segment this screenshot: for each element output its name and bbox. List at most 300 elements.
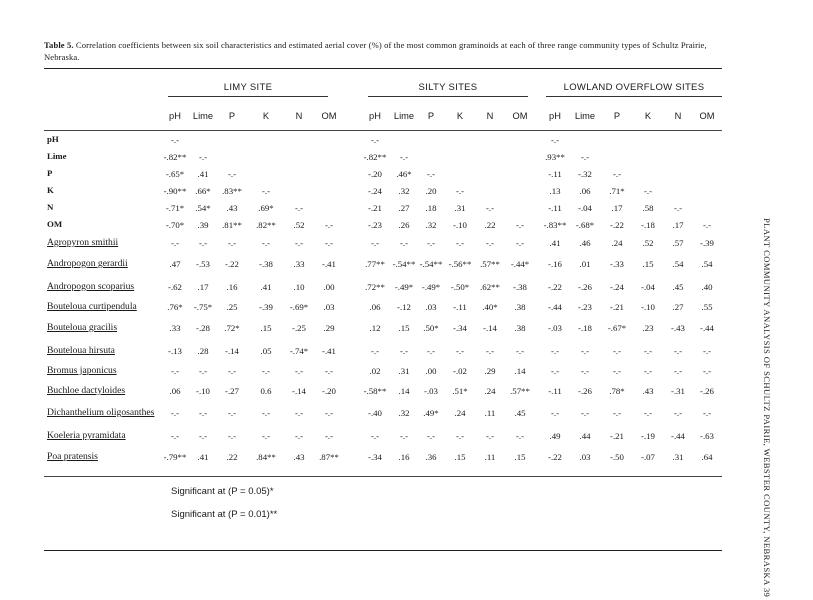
- table-cell: .14: [398, 386, 410, 396]
- table-cell: -.03: [424, 386, 438, 396]
- table-cell: .54: [672, 259, 684, 269]
- table-cell: .16: [226, 282, 238, 292]
- table-cell: -.39: [259, 302, 273, 312]
- table-cell: -.-: [612, 346, 622, 356]
- table-cell: -.-: [426, 346, 436, 356]
- table-cell: -.11: [548, 169, 562, 179]
- table-cell: -.26: [578, 386, 592, 396]
- table-cell: -.-: [370, 346, 380, 356]
- table-cell: .15: [260, 323, 272, 333]
- table-cell: .57: [672, 238, 684, 248]
- table-cell: .52: [293, 220, 305, 230]
- table-bottom-rule: [44, 476, 722, 477]
- table-cell: .71*: [609, 186, 625, 196]
- table-cell: -.-: [580, 366, 590, 376]
- table-cell: .20: [425, 186, 437, 196]
- table-cell: -.-: [455, 346, 465, 356]
- table-cell: -.02: [453, 366, 467, 376]
- table-cell: -.-: [170, 366, 180, 376]
- table-cell: -.-: [370, 135, 380, 145]
- table-cell: -.-: [294, 366, 304, 376]
- table-cell: -.13: [168, 346, 182, 356]
- table-cell: -.58**: [363, 386, 387, 396]
- table-cell: -.21: [368, 203, 382, 213]
- table-cell: .52: [642, 238, 654, 248]
- table-cell: .15: [642, 259, 654, 269]
- table-cell: .03: [323, 302, 335, 312]
- table-cell: -.69*: [289, 302, 309, 312]
- table-cell: -.-: [261, 238, 271, 248]
- table-cell: .11: [484, 408, 496, 418]
- table-cell: -.23: [578, 302, 592, 312]
- table-cell: -.-: [580, 408, 590, 418]
- row-label: Bouteloua curtipendula: [47, 301, 137, 312]
- table-cell: -.-: [170, 431, 180, 441]
- table-cell: -.10: [641, 302, 655, 312]
- table-cell: .72**: [365, 282, 385, 292]
- table-cell: .81**: [222, 220, 242, 230]
- table-cell: -.-: [170, 135, 180, 145]
- table-cell: .16: [398, 452, 410, 462]
- table-cell: .38: [514, 302, 526, 312]
- table-cell: -.-: [612, 169, 622, 179]
- table-cell: .83**: [222, 186, 242, 196]
- table-cell: -.67*: [607, 323, 627, 333]
- table-cell: -.14: [483, 323, 497, 333]
- table-cell: -.-: [324, 408, 334, 418]
- table-cell: -.-: [515, 220, 525, 230]
- table-cell: -.-: [170, 408, 180, 418]
- table-cell: -.71*: [165, 203, 185, 213]
- table-cell: .15: [454, 452, 466, 462]
- row-label: Koeleria pyramidata: [47, 430, 126, 441]
- table-cell: .11: [484, 452, 496, 462]
- table-cell: -.-: [455, 186, 465, 196]
- column-header-p: P: [613, 111, 621, 121]
- table-cell: -.11: [453, 302, 467, 312]
- table-cell: .31: [454, 203, 466, 213]
- table-cell: .43: [293, 452, 305, 462]
- group-header-lowland: LOWLAND OVERFLOW SITES: [563, 82, 705, 93]
- table-cell: .66*: [195, 186, 211, 196]
- table-cell: -.03: [548, 323, 562, 333]
- table-cell: -.-: [426, 238, 436, 248]
- table-cell: -.24: [368, 186, 382, 196]
- table-cell: .82**: [256, 220, 276, 230]
- table-cell: -.-: [294, 408, 304, 418]
- table-cell: -.14: [225, 346, 239, 356]
- table-cell: .24: [611, 238, 623, 248]
- table-cell: -.38: [513, 282, 527, 292]
- table-cell: .27: [398, 203, 410, 213]
- row-label: Buchloe dactyloides: [47, 385, 126, 396]
- top-rule: [44, 68, 722, 69]
- table-cell: -.-: [702, 220, 712, 230]
- table-cell: -.70*: [165, 220, 185, 230]
- table-cell: .87**: [319, 452, 339, 462]
- table-cell: .39: [197, 220, 209, 230]
- table-cell: -.11: [548, 386, 562, 396]
- row-label: Bouteloua gracilis: [47, 322, 118, 333]
- table-cell: .49*: [423, 408, 439, 418]
- column-header-ph: pH: [549, 111, 561, 121]
- table-cell: .17: [197, 282, 209, 292]
- table-cell: -.82**: [363, 152, 387, 162]
- table-cell: -.33: [610, 259, 624, 269]
- table-cell: -.19: [641, 431, 655, 441]
- table-cell: .03: [579, 452, 591, 462]
- table-cell: -.54**: [419, 259, 443, 269]
- column-header-k: K: [262, 111, 270, 121]
- row-label: Dichanthelium oligosanthes: [47, 407, 155, 418]
- table-cell: .40*: [482, 302, 498, 312]
- table-cell: -.-: [702, 408, 712, 418]
- table-cell: .23: [642, 323, 654, 333]
- table-cell: -.23: [368, 220, 382, 230]
- table-cell: -.-: [485, 203, 495, 213]
- table-cell: -.-: [612, 366, 622, 376]
- table-cell: -.21: [610, 302, 624, 312]
- table-cell: -.40: [368, 408, 382, 418]
- table-cell: -.75*: [193, 302, 213, 312]
- table-cell: -.-: [399, 346, 409, 356]
- row-label: N: [47, 202, 54, 212]
- column-header-lime: Lime: [192, 111, 214, 121]
- table-cell: .32: [425, 220, 437, 230]
- table-cell: -.-: [550, 346, 560, 356]
- table-cell: -.-: [673, 203, 683, 213]
- table-cell: .06: [169, 386, 181, 396]
- table-cell: -.44*: [510, 259, 530, 269]
- table-cell: .32: [398, 408, 410, 418]
- table-cell: .46*: [396, 169, 412, 179]
- table-cell: -.-: [550, 135, 560, 145]
- column-header-k: K: [456, 111, 464, 121]
- group-rule-silty: [368, 96, 528, 97]
- table-cell: -.20: [368, 169, 382, 179]
- table-caption: [44, 40, 744, 63]
- table-cell: .55: [701, 302, 713, 312]
- table-cell: -.39: [700, 238, 714, 248]
- column-header-om: OM: [512, 111, 528, 121]
- table-cell: .57**: [510, 386, 530, 396]
- table-cell: -.-: [261, 408, 271, 418]
- table-cell: -.-: [198, 408, 208, 418]
- table-cell: -.31: [671, 386, 685, 396]
- table-cell: -.-: [294, 238, 304, 248]
- table-label: Table 5.: [44, 40, 74, 50]
- table-cell: -.-: [612, 408, 622, 418]
- table-cell: -.-: [550, 366, 560, 376]
- table-cell: -.34: [368, 452, 382, 462]
- table-cell: .51*: [452, 386, 468, 396]
- table-cell: -.-: [580, 346, 590, 356]
- table-cell: -.-: [702, 346, 712, 356]
- table-cell: -.54**: [392, 259, 416, 269]
- table-cell: -.22: [548, 282, 562, 292]
- table-cell: .01: [579, 259, 591, 269]
- table-cell: -.56**: [448, 259, 472, 269]
- table-cell: -.-: [198, 238, 208, 248]
- table-cell: -.49*: [394, 282, 414, 292]
- table-cell: .06: [579, 186, 591, 196]
- table-cell: -.10: [453, 220, 467, 230]
- table-cell: -.22: [225, 259, 239, 269]
- header-rule: [44, 130, 722, 131]
- table-cell: -.-: [702, 366, 712, 376]
- column-header-p: P: [228, 111, 236, 121]
- table-cell: -.18: [578, 323, 592, 333]
- table-cell: .14: [514, 366, 526, 376]
- table-cell: -.-: [515, 346, 525, 356]
- table-cell: -.-: [198, 152, 208, 162]
- group-rule-lowland: [546, 96, 722, 97]
- table-cell: -.-: [227, 408, 237, 418]
- table-cell: -.-: [227, 366, 237, 376]
- row-label: Bromus japonicus: [47, 365, 117, 376]
- table-cell: -.16: [548, 259, 562, 269]
- column-header-lime: Lime: [574, 111, 596, 121]
- table-cell: -.-: [261, 366, 271, 376]
- table-cell: -.-: [455, 431, 465, 441]
- table-cell: .41: [260, 282, 272, 292]
- table-cell: .69*: [258, 203, 274, 213]
- significance-note-05: Significant at (P = 0.05)*: [171, 486, 274, 497]
- table-cell: 0.6: [260, 386, 272, 396]
- table-cell: -.68*: [575, 220, 595, 230]
- column-header-n: N: [486, 111, 494, 121]
- table-cell: .32: [398, 186, 410, 196]
- row-label: Agropyron smithii: [47, 237, 119, 248]
- table-cell: .84**: [256, 452, 276, 462]
- table-cell: .43: [642, 386, 654, 396]
- table-cell: -.82**: [163, 152, 187, 162]
- row-label: pH: [47, 134, 59, 144]
- table-cell: -.22: [548, 452, 562, 462]
- table-cell: -.14: [292, 386, 306, 396]
- table-cell: -.04: [578, 203, 592, 213]
- table-cell: .02: [369, 366, 381, 376]
- table-cell: .54*: [195, 203, 211, 213]
- table-cell: -.49*: [421, 282, 441, 292]
- table-cell: -.32: [578, 169, 592, 179]
- table-cell: .50*: [423, 323, 439, 333]
- table-cell: .77**: [365, 259, 385, 269]
- table-cell: -.-: [426, 431, 436, 441]
- table-cell: -.34: [453, 323, 467, 333]
- table-cell: -.-: [261, 431, 271, 441]
- table-cell: .06: [369, 302, 381, 312]
- table-cell: -.27: [225, 386, 239, 396]
- table-cell: -.50: [610, 452, 624, 462]
- table-cell: .41: [197, 452, 209, 462]
- table-cell: -.-: [673, 408, 683, 418]
- table-cell: -.-: [643, 186, 653, 196]
- table-cell: -.-: [324, 366, 334, 376]
- table-cell: .43: [226, 203, 238, 213]
- table-cell: .33: [169, 323, 181, 333]
- table-cell: -.11: [548, 203, 562, 213]
- table-cell: -.-: [485, 238, 495, 248]
- table-cell: -.83**: [543, 220, 567, 230]
- table-cell: .93**: [545, 152, 565, 162]
- table-cell: .10: [293, 282, 305, 292]
- table-cell: -.04: [641, 282, 655, 292]
- table-cell: -.65*: [165, 169, 185, 179]
- table-cell: .29: [484, 366, 496, 376]
- column-header-n: N: [674, 111, 682, 121]
- table-cell: -.90**: [163, 186, 187, 196]
- table-cell: -.26: [700, 386, 714, 396]
- table-cell: .22: [484, 220, 496, 230]
- table-cell: -.12: [397, 302, 411, 312]
- table-cell: -.-: [198, 366, 208, 376]
- table-cell: .62**: [480, 282, 500, 292]
- table-cell: .05: [260, 346, 272, 356]
- table-cell: -.-: [294, 431, 304, 441]
- row-label: OM: [47, 219, 63, 229]
- table-cell: -.50*: [450, 282, 470, 292]
- column-header-ph: pH: [169, 111, 181, 121]
- table-cell: .12: [369, 323, 381, 333]
- row-label: Poa pratensis: [47, 451, 98, 462]
- table-cell: .58: [642, 203, 654, 213]
- column-header-ph: pH: [369, 111, 381, 121]
- table-cell: -.41: [322, 259, 336, 269]
- table-cell: -.-: [324, 220, 334, 230]
- table-cell: -.-: [673, 346, 683, 356]
- table-cell: .57**: [480, 259, 500, 269]
- table-cell: -.-: [170, 238, 180, 248]
- table-cell: .72*: [224, 323, 240, 333]
- group-header-silty: SILTY SITES: [418, 82, 478, 93]
- running-header: PLANT COMMUNITY ANALYSIS OF SCHULTZ PAIRIE, WEBSTER COUNTY, NEBRASKA 39: [762, 218, 772, 598]
- table-cell: -.74*: [289, 346, 309, 356]
- table-cell: .47: [169, 259, 181, 269]
- table-cell: .44: [579, 431, 591, 441]
- table-cell: .41: [197, 169, 209, 179]
- table-cell: .28: [197, 346, 209, 356]
- table-cell: -.25: [292, 323, 306, 333]
- table-cell: -.-: [370, 431, 380, 441]
- table-cell: -.38: [259, 259, 273, 269]
- table-cell: .24: [454, 408, 466, 418]
- table-cell: .46: [579, 238, 591, 248]
- table-cell: -.26: [578, 282, 592, 292]
- table-cell: -.-: [455, 238, 465, 248]
- table-cell: -.-: [227, 238, 237, 248]
- column-header-om: OM: [699, 111, 715, 121]
- table-cell: .26: [398, 220, 410, 230]
- table-cell: -.-: [485, 431, 495, 441]
- table-cell: -.44: [700, 323, 714, 333]
- table-cell: -.-: [261, 186, 271, 196]
- table-cell: .29: [323, 323, 335, 333]
- table-cell: -.-: [324, 431, 334, 441]
- bottom-rule: [44, 550, 722, 551]
- table-cell: .17: [611, 203, 623, 213]
- table-cell: .45: [672, 282, 684, 292]
- table-cell: .76*: [167, 302, 183, 312]
- table-cell: -.53: [196, 259, 210, 269]
- table-cell: -.-: [324, 238, 334, 248]
- table-cell: -.-: [370, 238, 380, 248]
- row-label: K: [47, 185, 54, 195]
- table-cell: .15: [514, 452, 526, 462]
- row-label: Andropogon scoparius: [47, 281, 135, 292]
- table-cell: .31: [398, 366, 410, 376]
- row-label: Bouteloua hirsuta: [47, 345, 115, 356]
- table-cell: -.10: [196, 386, 210, 396]
- row-label: P: [47, 168, 53, 178]
- table-cell: .31: [672, 452, 684, 462]
- row-label: Lime: [47, 151, 67, 161]
- table-cell: -.21: [610, 431, 624, 441]
- table-cell: -.-: [399, 238, 409, 248]
- table-cell: .00: [323, 282, 335, 292]
- table-cell: -.-: [485, 346, 495, 356]
- table-cell: .64: [701, 452, 713, 462]
- table-cell: -.43: [671, 323, 685, 333]
- column-header-om: OM: [321, 111, 337, 121]
- column-header-k: K: [644, 111, 652, 121]
- table-cell: .22: [226, 452, 238, 462]
- table-cell: -.22: [610, 220, 624, 230]
- table-cell: -.-: [643, 366, 653, 376]
- table-cell: .41: [549, 238, 561, 248]
- table-cell: -.28: [196, 323, 210, 333]
- table-cell: -.-: [227, 431, 237, 441]
- table-cell: -.-: [515, 238, 525, 248]
- table-cell: .03: [425, 302, 437, 312]
- row-label: Andropogon gerardii: [47, 258, 128, 269]
- column-header-p: P: [427, 111, 435, 121]
- table-cell: -.-: [399, 152, 409, 162]
- group-rule-limy: [168, 96, 328, 97]
- table-cell: .25: [226, 302, 238, 312]
- table-cell: -.-: [227, 169, 237, 179]
- table-cell: -.-: [515, 431, 525, 441]
- table-cell: -.44: [548, 302, 562, 312]
- table-cell: -.79**: [163, 452, 187, 462]
- table-cell: .17: [672, 220, 684, 230]
- table-cell: .36: [425, 452, 437, 462]
- column-header-n: N: [295, 111, 303, 121]
- table-cell: -.-: [399, 431, 409, 441]
- table-cell: .24: [484, 386, 496, 396]
- column-header-lime: Lime: [393, 111, 415, 121]
- table-cell: -.-: [198, 431, 208, 441]
- table-cell: -.-: [643, 346, 653, 356]
- table-cell: -.62: [168, 282, 182, 292]
- table-cell: .15: [398, 323, 410, 333]
- table-cell: -.63: [700, 431, 714, 441]
- table-cell: -.41: [322, 346, 336, 356]
- table-cell: .38: [514, 323, 526, 333]
- table-cell: -.07: [641, 452, 655, 462]
- table-cell: .49: [549, 431, 561, 441]
- group-header-limy: LIMY SITE: [223, 82, 273, 93]
- table-cell: -.18: [641, 220, 655, 230]
- table-cell: .33: [293, 259, 305, 269]
- table-cell: -.-: [550, 408, 560, 418]
- table-cell: .78*: [609, 386, 625, 396]
- table-cell: .18: [425, 203, 437, 213]
- table-cell: .00: [425, 366, 437, 376]
- table-cell: -.-: [580, 152, 590, 162]
- table-cell: -.-: [294, 203, 304, 213]
- table-cell: -.24: [610, 282, 624, 292]
